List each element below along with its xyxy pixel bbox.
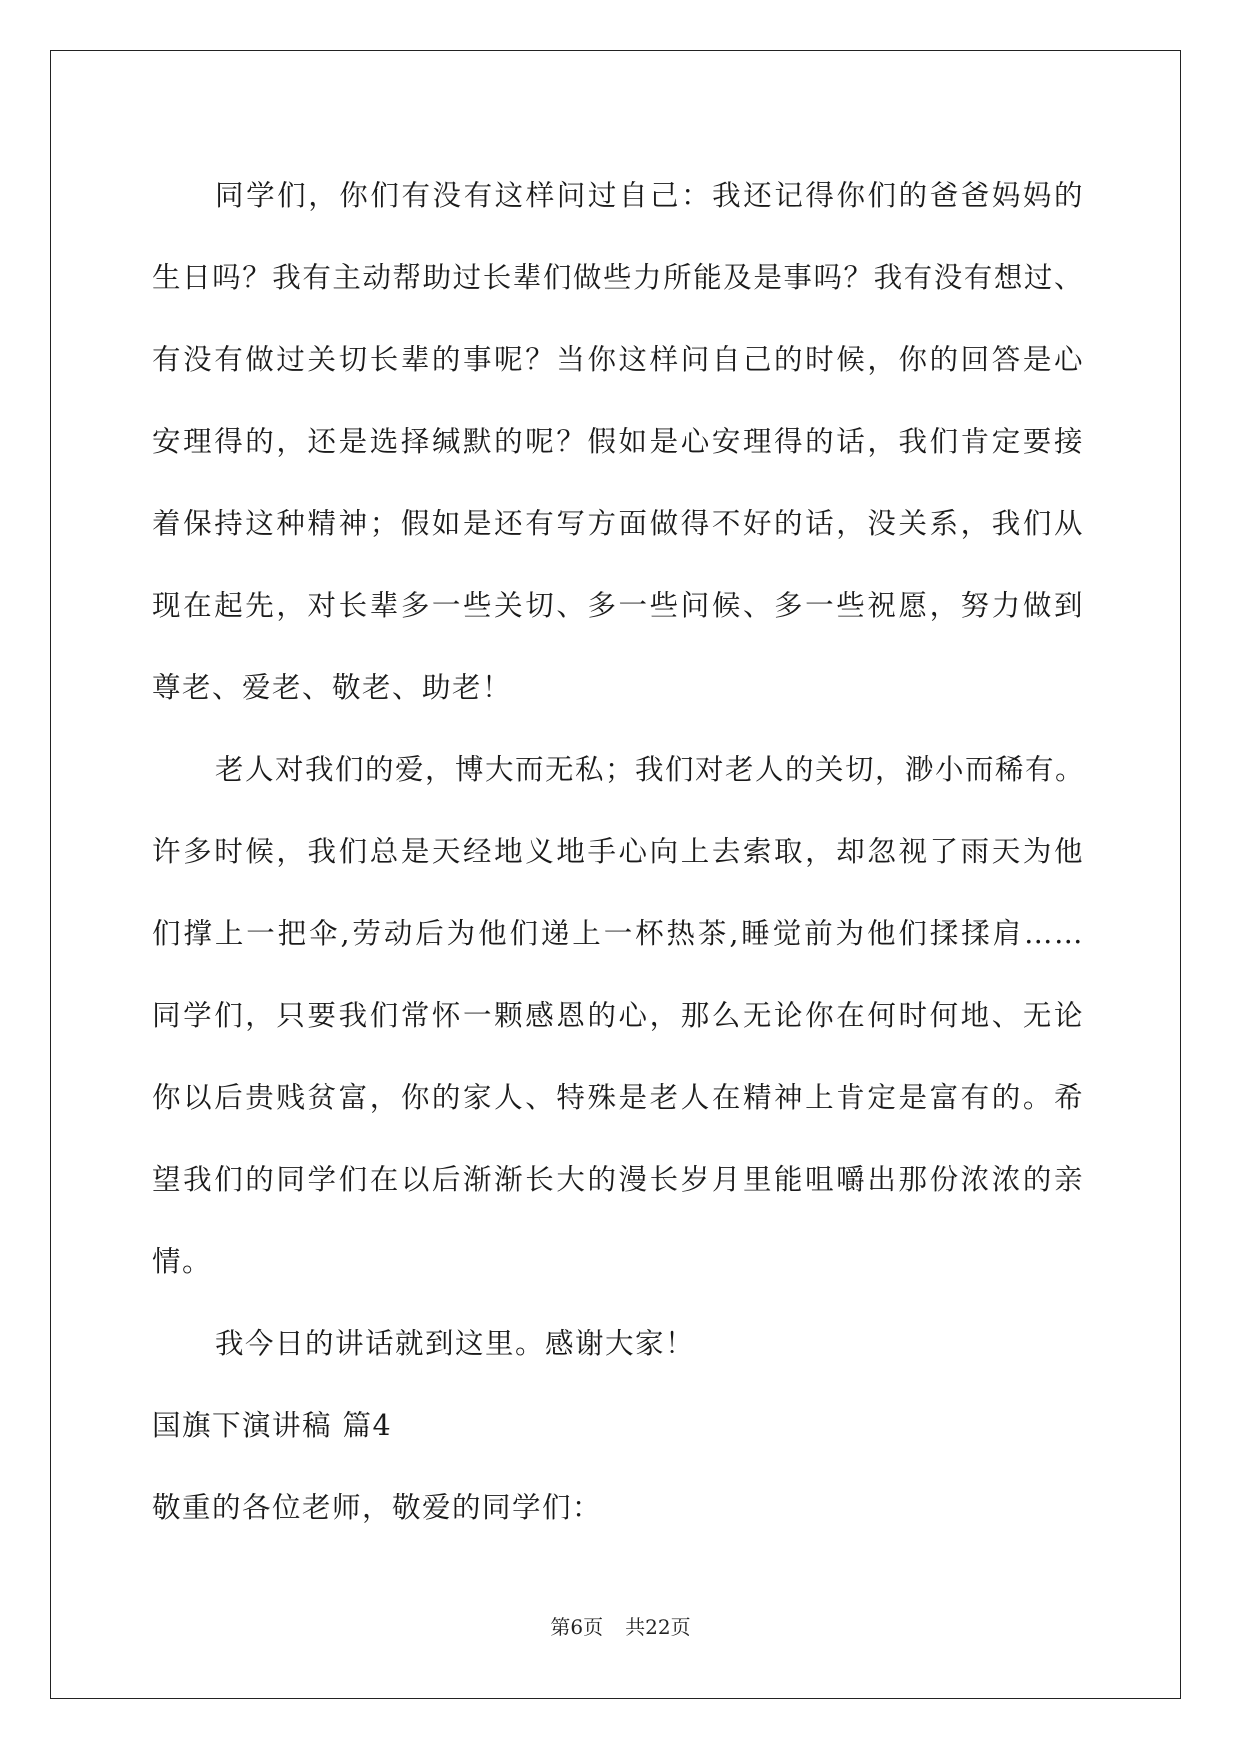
- text-line: 现在起先，对长辈多一些关切、多一些问候、多一些祝愿，努力做到: [152, 589, 1084, 622]
- text-line: 老人对我们的爱，博大而无私；我们对老人的关切，渺小而稀有。: [215, 753, 1086, 786]
- paragraph-1: [152, 155, 1084, 729]
- text-line: 情。: [152, 1245, 213, 1278]
- text-line: 许多时候，我们总是天经地义地手心向上去索取，却忽视了雨天为他: [152, 835, 1084, 868]
- text-line: 望我们的同学们在以后渐渐长大的漫长岁月里能咀嚼出那份浓浓的亲: [152, 1163, 1084, 1196]
- page-total: 共22页: [625, 1615, 691, 1639]
- text-line: 有没有做过关切长辈的事呢？当你这样问自己的时候，你的回答是心: [152, 343, 1084, 376]
- text-line: 着保持这种精神；假如是还有写方面做得不好的话，没关系，我们从: [152, 507, 1084, 540]
- page-footer: [0, 1611, 1241, 1640]
- paragraph-2: [152, 729, 1084, 1303]
- text-line: 我今日的讲话就到这里。感谢大家！: [215, 1327, 696, 1360]
- document-body: [152, 155, 1084, 1549]
- salutation: 敬重的各位老师，敬爱的同学们：: [152, 1491, 603, 1524]
- text-line: 生日吗？我有主动帮助过长辈们做些力所能及是事吗？我有没有想过、: [152, 261, 1084, 294]
- text-line: 同学们，只要我们常怀一颗感恩的心，那么无论你在何时何地、无论: [152, 999, 1084, 1032]
- paragraph-3: [152, 1303, 1084, 1385]
- text-line: 们撑上一把伞,劳动后为他们递上一杯热茶,睡觉前为他们揉揉肩……: [152, 917, 1084, 950]
- text-line: 尊老、爱老、敬老、助老！: [152, 671, 513, 704]
- section-heading: 国旗下演讲稿 篇4: [152, 1409, 393, 1442]
- text-line: 同学们，你们有没有这样问过自己：我还记得你们的爸爸妈妈的: [215, 179, 1084, 212]
- text-line: 安理得的，还是选择缄默的呢？假如是心安理得的话，我们肯定要接: [152, 425, 1084, 458]
- text-line: 你以后贵贱贫富，你的家人、特殊是老人在精神上肯定是富有的。希: [152, 1081, 1084, 1114]
- page-number: 第6页: [550, 1615, 604, 1639]
